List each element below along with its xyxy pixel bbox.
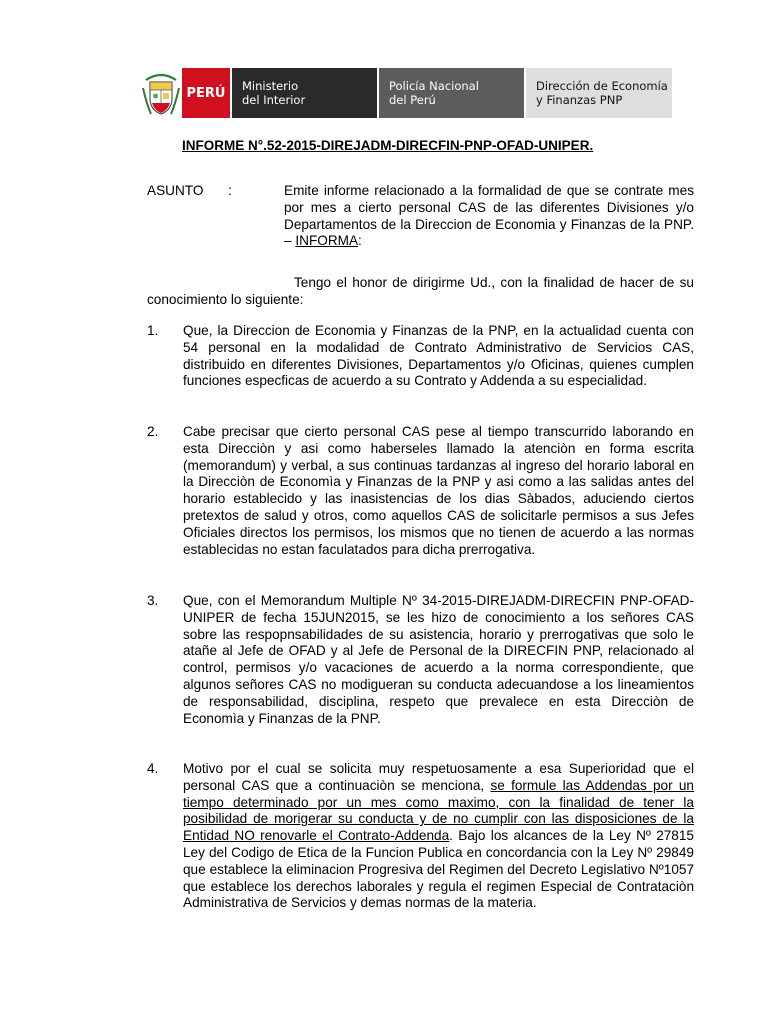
- item-number: 4.: [147, 761, 159, 776]
- item-number: 1.: [147, 323, 159, 338]
- header-banner: [140, 68, 672, 118]
- item-text: Que, la Direccion de Economia y Finanzas de la PNP, en la actualidad cuenta con 54 personal en la modalidad de Contrato Administrativo de Servicios CAS, distribuido en diferentes Divisiones, Departamentos y/o Oficinas, quienes cumplen funciones especficas de acuerdo a su Contrato y Addenda a su especialidad.: [183, 323, 694, 389]
- item-number: 2.: [147, 424, 159, 439]
- ministerio-block: [232, 68, 379, 118]
- coat-of-arms-icon: [140, 68, 182, 118]
- policia-block: [379, 68, 526, 118]
- direccion-line-2: y Finanzas PNP: [536, 93, 623, 107]
- item4-part2: . Bajo los alcances de la Ley Nº 27815 Ley del Codigo de Etica de la Funcion Publica en concordancia con la Ley Nº 29849 que establece la eliminacion Progresiva del Regimen del Decreto Legislativo Nº1057 que establece los derechos laborales y regula el regimen Especial de Contrataciòn Administrativa de Servicios y demas normas de la materia.: [183, 828, 694, 911]
- asunto-colon: :: [228, 183, 232, 198]
- peru-label: PERÚ: [182, 68, 232, 118]
- item4-part1: Motivo por el cual se solicita muy respetuosamente a esa Superioridad que el personal CAS que a continuaciòn se menciona,: [183, 761, 694, 793]
- asunto-body: Emite informe relacionado a la formalidad de que se contrate mes por mes a cierto personal CAS de las diferentes Divisiones y/o Departamentos de la Direccion de Economia y Finanzas de la PNP. –: [284, 183, 694, 249]
- direccion-block: [526, 68, 672, 118]
- asunto-text: [284, 183, 694, 250]
- ministerio-line-1: Ministerio: [242, 79, 299, 93]
- item-text: Que, con el Memorandum Multiple Nº 34-2015-DIREJADM-DIRECFIN PNP-OFAD-UNIPER de fecha 15JUN2015, se les hizo de conocimiento a los señores CAS sobre las respopnsabilidades de su asistencia, horario y prerrogativas que solo le atañe al Jefe de OFAD y al Jefe de Personal de la DIRECFIN PNP, relacionado al control, permisos y/o vacaciones de acuerdo a la norma correspondiente, que algunos señores CAS no modigueran su conducta adecuandose a los lineamientos de responsabilidad, disciplina, respeto que prevalece en esta Direcciòn de Economìa y Finanzas de la PNP.: [183, 593, 694, 726]
- item-text: Cabe precisar que cierto personal CAS pese al tiempo transcurrido laborando en esta Direcciòn y asi como haberseles llamado la atenciòn en forma escrita (memorandum) y verbal, a sus continuas tardanzas al ingreso del horario laboral en la Direcciòn de Economìa y Finanzas de la PNP y asi como a las salidas antes del horario establecido y las inasistencias de los dias Sàbados, aduciendo ciertos pretextos de salud y otros, como aquellos CAS de solicitarle permisos a sus Jefes Oficiales directos los permisos, los mismos que no tienen de acuerdo a las normas establecidas no estan faculatados para dicha prerrogativa.: [183, 424, 694, 557]
- asunto-label: ASUNTO: [147, 183, 204, 198]
- policia-line-2: del Perú: [389, 93, 436, 107]
- report-title: INFORME N°.52-2015-DIREJADM-DIRECFIN-PNP-OFAD-UNIPER.: [182, 138, 594, 153]
- asunto-informa: INFORMA: [295, 233, 359, 249]
- ministerio-line-2: del Interior: [242, 93, 306, 107]
- intro-paragraph: Tengo el honor de dirigirme Ud., con la finalidad de hacer de su conocimiento lo siguiente:: [147, 275, 694, 307]
- asunto-end: :: [358, 233, 362, 249]
- item4-underlined: se formule las Addendas por un tiempo determinado por un mes como maximo, con la finalidad de tener la posibilidad de morigerar su conducta y de no cumplir con las disposiciones de la Entidad NO renovarle el Contrato-Addenda: [183, 777, 694, 844]
- item-text: [183, 761, 694, 912]
- policia-line-1: Policía Nacional: [389, 79, 479, 93]
- direccion-line-1: Dirección de Economía: [536, 79, 668, 93]
- item-number: 3.: [147, 593, 159, 608]
